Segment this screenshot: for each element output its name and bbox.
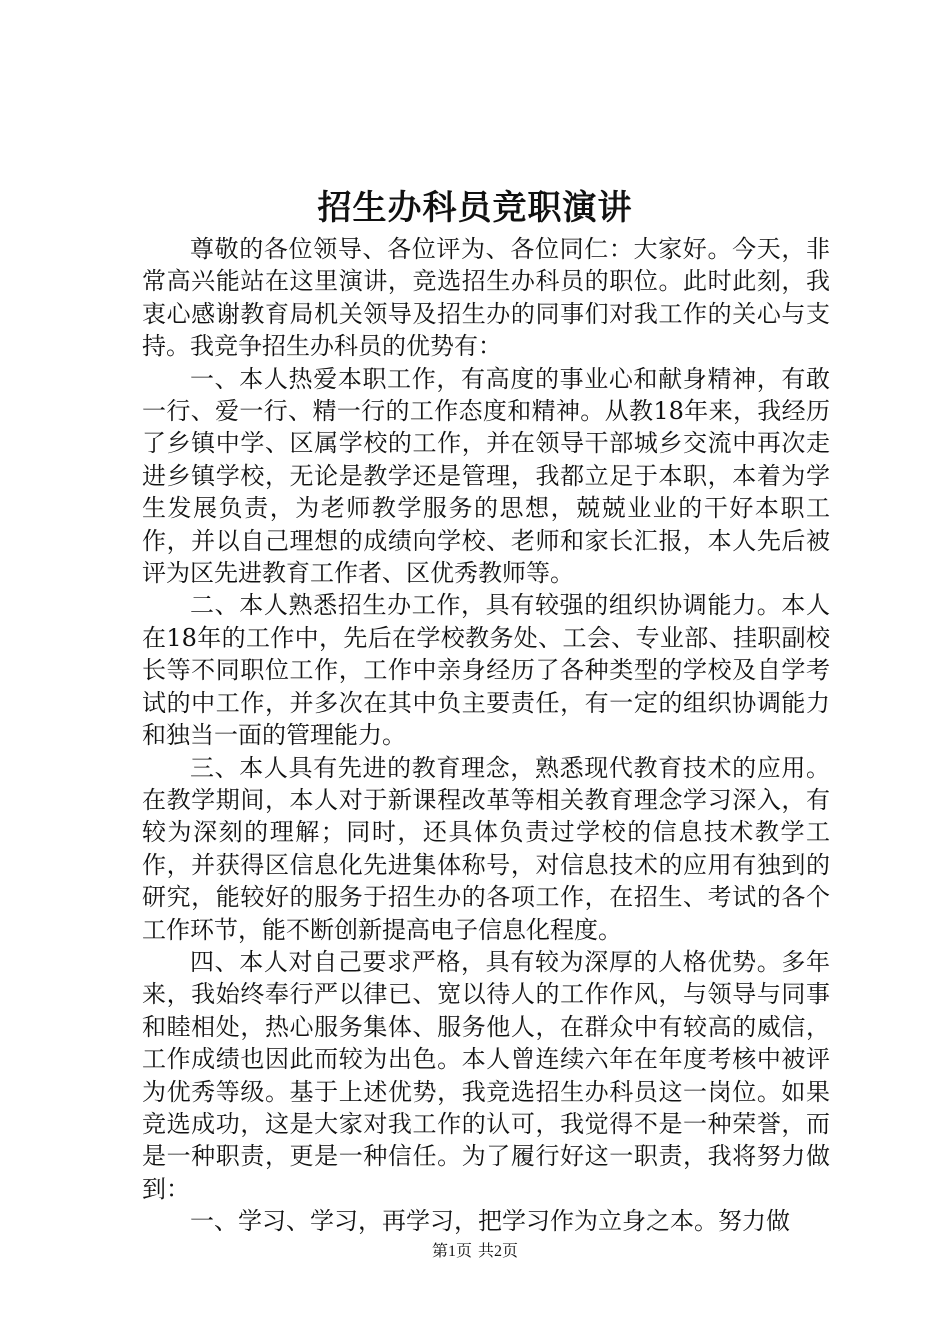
page-number: 第1页 <box>431 1243 472 1260</box>
paragraph-advantage-2: 二、本人熟悉招生办工作，具有较强的组织协调能力。本人在18年的工作中，先后在学校教务处、工会、专业部、挂职副校长等不同职位工作，工作中亲身经历了各种类型的学校及自学考试的中工作，并多次在其中负主要责任，有一定的组织协调能力和独当一面的管理能力。 <box>142 591 830 750</box>
paragraph-greeting: 尊敬的各位领导、各位评为、各位同仁：大家好。今天，非常高兴能站在这里演讲，竞选招生办科员的职位。此时此刻，我衷心感谢教育局机关领导及招生办的同事们对我工作的关心与支持。我竞争招生办科员的优势有： <box>142 235 830 361</box>
document-body <box>142 233 830 1238</box>
document-title: 招生办科员竞职演讲 <box>317 188 633 228</box>
page-footer <box>0 1241 950 1263</box>
paragraph-advantage-3: 三、本人具有先进的教育理念，熟悉现代教育技术的应用。在教学期间，本人对于新课程改革等相关教育理念学习深入，有较为深刻的理解；同时，还具体负责过学校的信息技术教学工作，并获得区信息化先进集体称号，对信息技术的应用有独到的研究，能较好的服务于招生办的各项工作，在招生、考试的各个工作环节，能不断创新提高电子信息化程度。 <box>142 753 830 944</box>
paragraph-advantage-4: 四、本人对自己要求严格，具有较为深厚的人格优势。多年来，我始终奉行严以律已、宽以待人的工作作风，与领导与同事和睦相处，热心服务集体、服务他人，在群众中有较高的威信，工作成绩也因此而较为出色。本人曾连续六年在年度考核中被评为优秀等级。基于上述优势，我竞选招生办科员这一岗位。如果竞选成功，这是大家对我工作的认可，我觉得不是一种荣誉，而是一种职责，更是一种信任。为了履行好这一职责，我将努力做到： <box>142 947 830 1203</box>
page-total: 共2页 <box>478 1243 519 1260</box>
paragraph-commitment-1: 一、学习、学习，再学习，把学习作为立身之本。努力做 <box>190 1207 790 1236</box>
paragraph-advantage-1: 一、本人热爱本职工作，有高度的事业心和献身精神，有敢一行、爱一行、精一行的工作态度和精神。从教18年来，我经历了乡镇中学、区属学校的工作，并在领导干部城乡交流中再次走进乡镇学校，无论是教学还是管理，我都立足于本职，本着为学生发展负责，为老师教学服务的思想，兢兢业业的干好本职工作，并以自己理想的成绩向学校、老师和家长汇报，本人先后被评为区先进教育工作者、区优秀教师等。 <box>142 364 830 588</box>
